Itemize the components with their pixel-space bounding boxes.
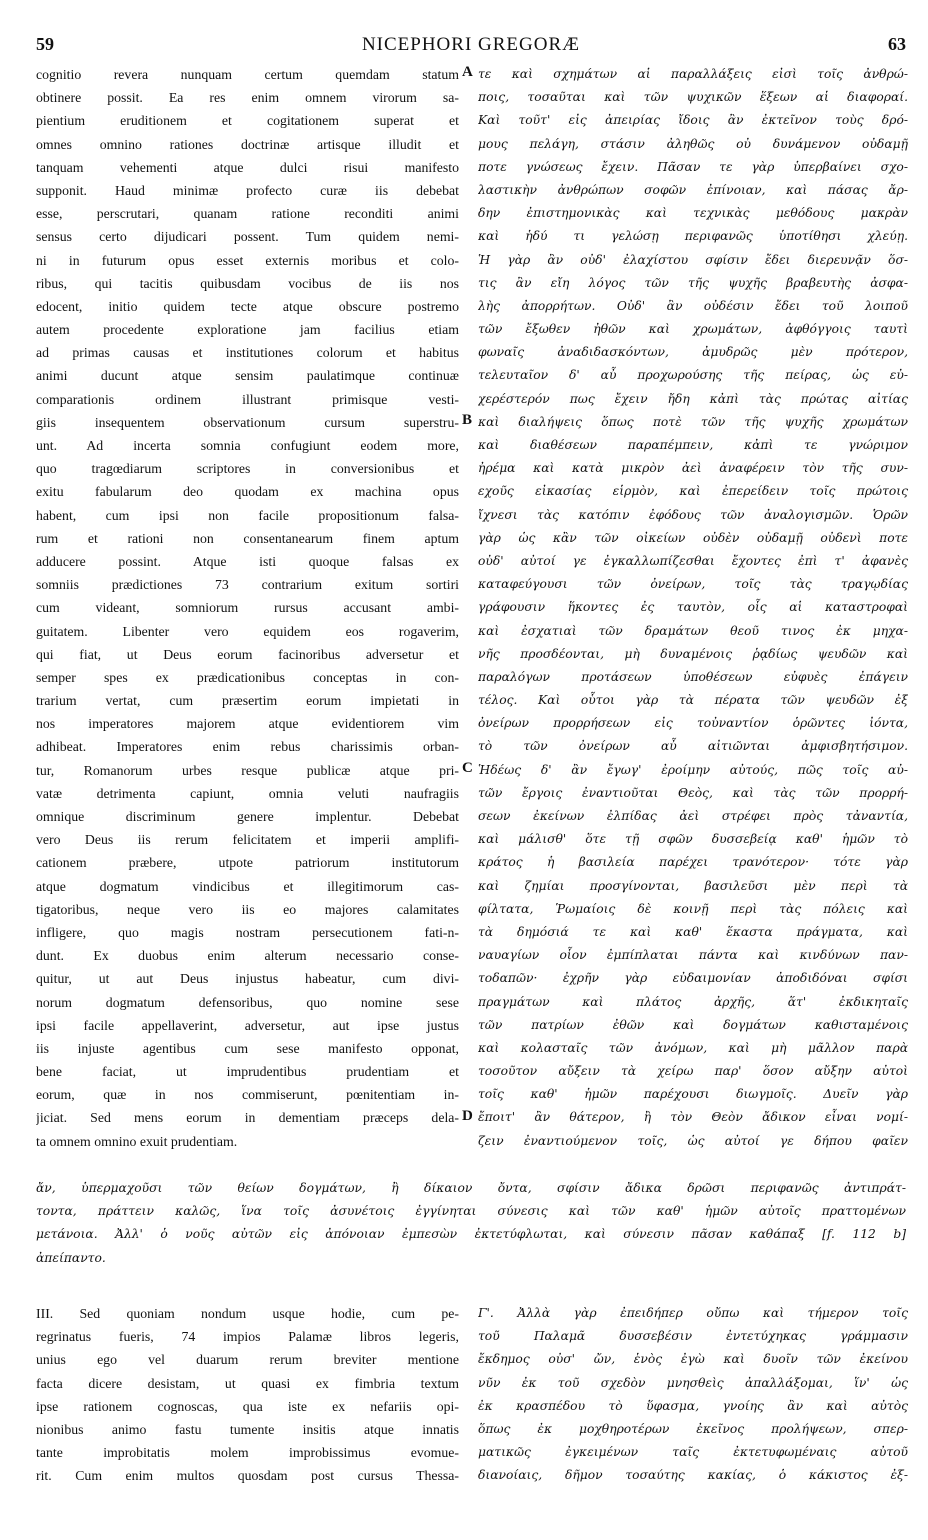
latin-text-line: habent, cum ipsi non facile propositionum falsa- <box>36 507 459 523</box>
margin-marker-a: A <box>462 64 473 80</box>
margin-marker-d: D <box>462 1108 473 1124</box>
latin-text-line: dunt. Ex duobus enim alterum necessario conse- <box>36 948 459 964</box>
latin-text-line: norum dogmatum defensoribus, quo nomine sese <box>36 994 459 1010</box>
latin-text-line: facta dicere desistam, ut quasi ex fimbria textum <box>36 1375 459 1391</box>
latin-text-line: bene faciat, ut imprudentibus prudentiam et <box>36 1064 459 1080</box>
greek-text-line: τὸ τῶν ὀνείρων αὖ αἰτιῶνται ἀμφισβητήσιμον. <box>478 739 908 754</box>
greek-text-line: νῦν ἐκ τοῦ σχεδὸν μνησθεὶς ἀπαλλάξομαι, ἵν' ὡς <box>478 1375 908 1390</box>
running-title: NICEPHORI GREGORÆ <box>361 34 581 55</box>
page-number-left: 59 <box>36 34 54 54</box>
greek-text-line: καὶ ἐσχατιαὶ τῶν δραμάτων θεοῦ τινος ἐκ μηχα- <box>478 623 908 638</box>
greek-text-line: λὴς ἀπορρήτων. Οὐδ' ἂν οὐδέσιν ἔδει τοῦ λοιποῦ <box>478 298 908 313</box>
greek-text-line: σεων ἐκείνων ἐλπίδας ἀεὶ στρέφει πρὸς τἀναντία, <box>478 809 908 823</box>
latin-text-line: tigatoribus, neque vero iis eo majores calamitates <box>36 901 459 917</box>
greek-text-line: διανοίαις, δῆμον τοσαύτης κακίας, ὁ κάκιστος ἐξ- <box>478 1468 908 1483</box>
greek-text-line: τοῦ Παλαμᾶ δυσσεβέσιν ἐντετύχηκας γράμμασιν <box>478 1329 908 1344</box>
latin-text-line: autem procedente exploratione jam facilius etiam <box>36 322 459 338</box>
greek-text-line: χερέστερόν πως ἔχειν ἤδη κἀπὶ τὰς πρώτας αἰτίας <box>478 391 908 406</box>
greek-text-line: ὅπως ἐκ μοχθηροτέρων ἐκεῖνος προλήψεων, σπερ- <box>478 1421 908 1436</box>
greek-text-line: τε καὶ σχημάτων αἱ παραλλάξεις εἰσὶ τοῖς ἀνθρώ- <box>478 67 908 81</box>
greek-text-line: τοδαπῶν· ἐχρῆν γὰρ εὐδαιμονίαν ἀποδιδόναι σφίσι <box>478 971 908 986</box>
greek-text-line: τῶν ἔξωθεν ἠθῶν καὶ χρωμάτων, ἀφθόγγοις ταυτὶ <box>478 322 908 337</box>
latin-text-line: quitur, ut aut Deus injustus habeatur, cum divi- <box>36 971 459 987</box>
latin-text-line: ni in futurum opus esset externis moribus et colo- <box>36 252 459 268</box>
latin-text-line: guitatem. Libenter vero equidem eos rogaverim, <box>36 623 459 639</box>
latin-text-line: unius ego vel duarum rerum breviter mentione <box>36 1352 459 1368</box>
latin-text-line: omnique discriminum genere implentur. Debebat <box>36 809 459 824</box>
page-number-right: 63 <box>888 34 906 54</box>
greek-text-line: ποτε γνώσεως ἔχειν. Πᾶσαν τε γὰρ ὑπερβαίνει σχο- <box>478 159 908 174</box>
greek-full-width-block <box>36 1177 906 1272</box>
greek-text-line: φωναῖς ἀναδιδασκόντων, ἀμυδρῶς μὲν πρότερον, <box>478 345 908 360</box>
latin-text-line: ad primas causas et institutiones colorum et habitus <box>36 345 459 361</box>
latin-text-line: iis injuste agentibus cum sese manifesto opponat, <box>36 1040 459 1056</box>
latin-text-line: adhibeat. Imperatores enim rebus charissimis orban- <box>36 739 459 755</box>
greek-column-lower <box>478 1302 908 1492</box>
greek-text-line: τελευταῖον δ' αὖ προχωρούσης τῆς πείρας, ὡς εὐ- <box>478 368 908 383</box>
greek-text-line: Ἡ γὰρ ἂν οὐδ' ἐλαχίστου σφίσιν ἔδει διερευνᾷν ὅσ- <box>478 252 908 267</box>
greek-text-line: καὶ μάλισθ' ὅτε τῇ σφῶν δυσσεβείᾳ καθ' ἡμῶν τὸ <box>478 832 908 847</box>
margin-marker-c: C <box>462 760 473 776</box>
latin-text-line: infligere, quo magis nostram persecutionem fati-n- <box>36 924 459 940</box>
latin-text-line: ipse rationem cognoscas, qua iste ex nefariis opi- <box>36 1398 459 1414</box>
latin-text-line: atque dogmatum vindicibus et illegitimorum cas- <box>36 878 459 894</box>
latin-text-line: somniis prædictiones 73 contrarium exitum sortiri <box>36 577 459 593</box>
greek-text-line: ἐκ κρασπέδου τὸ ὕφασμα, γνοίης ἂν καὶ αὐτὸς <box>478 1398 908 1413</box>
latin-text-line: qui fiat, ut Deus eorum facinoribus adversetur et <box>36 646 459 662</box>
latin-text-line: edocent, initio quidem tecte atque obscure postremo <box>36 298 459 314</box>
greek-text-line: τοντα, πράττειν καλῶς, ἵνα τοῖς ἀσυνέτοις ἐγγίνηται σύνεσις καὶ τῶν καθ' ἡμῶν αὐτοῖς πραττομένων <box>36 1204 906 1219</box>
greek-text-line: εχοῦς εἰκασίας εἱρμὸν, καὶ ἐπερείδειν τοῖς πρώτοις <box>478 484 908 499</box>
greek-text-line: ποις, τοσαῦται καὶ τῶν ψυχικῶν ἕξεων αἱ διαφοραί. <box>478 90 908 105</box>
greek-text-line: ναυαγίων οἷον ἐμπίπλαται πάντα καὶ κινδύνων παν- <box>478 948 908 963</box>
greek-text-line: ματικῶς ἐγκειμένων ταῖς ἐκτετυφωμέναις αὐτοῦ <box>478 1445 908 1460</box>
latin-text-line: cum videant, somniorum rursus accusant ambi- <box>36 600 459 616</box>
greek-text-line: Ἡδέως δ' ἂν ἔγωγ' ἐροίμην αὐτούς, πῶς τοῖς αὐ- <box>478 762 908 777</box>
greek-text-line: οὐδ' αὐτοί γε ἐγκαλλωπίζεσθαι ἔχοντες ἐπὶ τ' ἀφανὲς <box>478 553 908 568</box>
greek-text-line: τοσοῦτον αὔξειν τὰ χείρω παρ' ὅσον αὔξην αὐτοὶ <box>478 1064 908 1079</box>
latin-text-line: nionibus animo fastu tumente insitis atque innatis <box>36 1421 459 1437</box>
greek-text-line: παραλόγων προτάσεων ὑποθέσεων εὐφυὲς ἐπάγειν <box>478 669 908 684</box>
greek-text-line: μους πελάγη, στάσιν ἀληθῶς οὐ δυνάμενον οὐδαμῇ <box>478 136 908 151</box>
greek-text-line: ἀπείπαντο. <box>36 1250 106 1265</box>
greek-text-line: δην ἐπιστημονικὰς καὶ τεχνικὰς μεθόδους μακρὰν <box>478 206 908 221</box>
latin-text-line: tur, Romanorum urbes resque publicæ atque pri- <box>36 762 459 778</box>
latin-text-line: eorum, quæ in nos commiserunt, pœnitentiam in- <box>36 1087 459 1103</box>
latin-text-line: quo tragœdiarum scriptores in conversionibus et <box>36 461 459 477</box>
latin-column-upper <box>36 63 459 1163</box>
margin-marker-b: B <box>462 412 473 428</box>
latin-text-line: animi ducunt atque sensim paulatimque continuæ <box>36 368 459 384</box>
running-header <box>36 34 906 62</box>
latin-text-line: adducere possint. Atque isti quoque falsas ex <box>36 553 459 569</box>
greek-text-line: τις ἂν εἴη λόγος τῶν τῆς ψυχῆς βραβευτὴς ἀσφα- <box>478 275 908 290</box>
latin-text-line: regrinatus fueris, 74 impios Palamæ libros legeris, <box>36 1329 459 1345</box>
greek-text-line: ἔποιτ' ἂν θάτερον, ἢ τὸν Θεὸν ἄδικον εἶναι νομί- <box>478 1110 908 1125</box>
latin-text-line: nos imperatores majorem atque evidentiorem vim <box>36 716 459 732</box>
greek-text-line: τέλος. Καὶ οὗτοι γὰρ τὰ πέρατα τῶν ψευδῶν ἐξ <box>478 693 908 708</box>
latin-text-line: vero Deus iis rerum felicitatem et imperii amplifi- <box>36 832 459 848</box>
greek-text-line: Καὶ τοῦτ' εἰς ἀπειρίας ἴδοις ἂν ἐκτεῖνον τοὺς δρό- <box>478 113 908 128</box>
greek-text-line: μετάνοια. Ἀλλ' ὁ νοῦς αὐτῶν εἰς ἀπόνοιαν ἐμπεσὼν ἐκτετύφλωται, καὶ σύνεσιν πᾶσαν καθάπαξ [f. 112 b] <box>36 1227 906 1242</box>
greek-text-line: τὰ δημόσιά τε καὶ καθ' ἕκαστα πράγματα, καὶ <box>478 924 908 939</box>
greek-text-line: τῶν πατρίων ἐθῶν καὶ δογμάτων καθισταμένοις <box>478 1017 908 1032</box>
latin-text-line: unt. Ad incerta somnia confugiunt eodem more, <box>36 438 459 453</box>
latin-text-line: cationem præbere, utpote patriorum institutorum <box>36 855 459 871</box>
greek-text-line: τοῖς καθ' ἡμῶν παρέχουσι διωγμοῖς. Δυεῖν γὰρ <box>478 1087 908 1102</box>
greek-text-line: γράφουσιν ἥκοντες ἐς ταυτὸν, οἷς αἱ καταστροφαὶ <box>478 600 908 615</box>
greek-text-line: ἄν, ὑπερμαχοῦσι τῶν θείων δογμάτων, ἢ δίκαιον ὄντα, σφίσιν ἄδικα δρῶσι περιφανῶς ἀντιπράτ- <box>36 1181 906 1195</box>
greek-text-line: Γ'. Ἀλλὰ γὰρ ἐπειδήπερ οὔπω καὶ τήμερον τοῖς <box>478 1306 908 1320</box>
greek-text-line: καὶ κολασταῖς τῶν ἀνόμων, καὶ μὴ μᾶλλον παρὰ <box>478 1040 908 1055</box>
greek-column-upper <box>478 63 908 1163</box>
latin-text-line: tante improbitatis molem improbissimus evomue- <box>36 1445 459 1461</box>
greek-text-line: καὶ ζημίαι προσγίνονται, βασιλεῦσι μὲν περὶ τὰ <box>478 878 908 893</box>
greek-text-line: ζειν ἐναντιούμενον τοῖς, ὡς αὐτοί γε δήπου φαῖεν <box>478 1133 908 1148</box>
latin-text-line: comparationis ordinem illustrant primisque vesti- <box>36 391 459 407</box>
latin-text-line: omnes omnino rationes doctrinæ artisque illudit et <box>36 136 459 152</box>
latin-text-line: obtinere possit. Ea res enim omnem virorum sa- <box>36 90 459 106</box>
greek-text-line: φίλτατα, Ῥωμαίοις δὲ κοινῇ περὶ τὰς πόλεις καὶ <box>478 901 908 916</box>
latin-text-line: sensus certo dijudicari possent. Tum quidem nemi- <box>36 229 459 245</box>
greek-text-line: λαστικὴν ἀνθρώπων σοφῶν ἐπίνοιαν, καὶ πάσας ἄρ- <box>478 182 908 197</box>
greek-text-line: πραγμάτων καὶ πλάτος ἀρχῆς, ἅτ' ἐκδικηταῖς <box>478 994 908 1009</box>
latin-text-line: tanquam vehementi atque dulci risui manifesto <box>36 159 459 175</box>
greek-text-line: τῶν ἔργοις ἐναντιοῦται Θεὸς, καὶ τὰς τῶν προρρή- <box>478 785 908 800</box>
latin-text-line: esse, perscrutari, quanam ratione reconditi animi <box>36 206 459 222</box>
greek-text-line: καὶ διαλήψεις ὅπως ποτὲ τῶν τῆς ψυχῆς χρωμάτων <box>478 414 908 429</box>
latin-text-line: vatæ detrimenta capiunt, omnia veluti naufragiis <box>36 785 459 801</box>
latin-text-line: rit. Cum enim multos quosdam post cursus Thessa- <box>36 1468 459 1484</box>
latin-text-line: supponit. Haud minimæ profecto curæ iis debebat <box>36 182 459 198</box>
greek-text-line: καὶ διαθέσεων παραπέμπειν, κἀπὶ τε γνώριμον <box>478 438 908 452</box>
latin-text-line: ta omnem omnino exuit prudentiam. <box>36 1133 238 1149</box>
latin-text-line: jiciat. Sed mens eorum in dementiam præceps dela- <box>36 1110 459 1126</box>
greek-text-line: ἔκδημος οὐσ' ὤν, ἑνὸς ἐγὼ καὶ δυοῖν τῶν ἐκείνου <box>478 1352 908 1367</box>
greek-text-line: καὶ ἡδύ τι γελώσῃ περιφανῶς ὑποτίθησι χλεύῃ. <box>478 229 908 244</box>
latin-text-line: pientium eruditionem et cogitationem superat et <box>36 113 459 129</box>
greek-text-line: ἴχνεσι τὰς κατόπιν ἐφόδους τῶν ἀναλογισμῶν. Ὁρῶν <box>478 507 908 522</box>
latin-text-line: III. Sed quoniam nondum usque hodie, cum pe- <box>36 1306 459 1321</box>
latin-text-line: ipsi facile appellaverint, adversetur, aut ipse justus <box>36 1017 459 1033</box>
greek-text-line: γὰρ ὡς κἂν τῶν οἰκείων οὐδὲν οὐδαμῇ οὐδενὶ ποτε <box>478 530 908 545</box>
greek-text-line: καταφεύγουσι τῶν ὀνείρων, τοῖς τὰς τραγῳδίας <box>478 577 908 592</box>
latin-text-line: ribus, qui tacitis quibusdam vocibus de iis nos <box>36 275 459 291</box>
latin-text-line: trarium vertat, cum præsertim eorum impietati in <box>36 693 459 709</box>
latin-text-line: semper spes ex prædicationibus conceptas in con- <box>36 669 459 685</box>
latin-text-line: cognitio revera nunquam certum quemdam statum <box>36 67 459 82</box>
greek-text-line: ὀνείρων προρρήσεων εἰς τοὐναντίον ὁρῶντες ἰόντα, <box>478 716 908 731</box>
greek-text-line: κράτος ἡ βασιλεία παρέχει τρανότερον· τότε γὰρ <box>478 855 908 870</box>
latin-text-line: exitu fabularum deo quodam ex machina opus <box>36 484 459 500</box>
latin-column-lower <box>36 1302 459 1492</box>
greek-text-line: νῆς προσδέονται, μὴ δυναμένοις ῥᾳδίως ψευδῶν καὶ <box>478 646 908 661</box>
latin-text-line: giis insequentem observationum cursum superstru- <box>36 414 459 430</box>
greek-text-line: ἠρέμα καὶ κατὰ μικρὸν ἀεὶ ἀναφέρειν τὸν τῆς συν- <box>478 461 908 476</box>
latin-text-line: rum et rationi non consentanearum finem aptum <box>36 530 459 546</box>
